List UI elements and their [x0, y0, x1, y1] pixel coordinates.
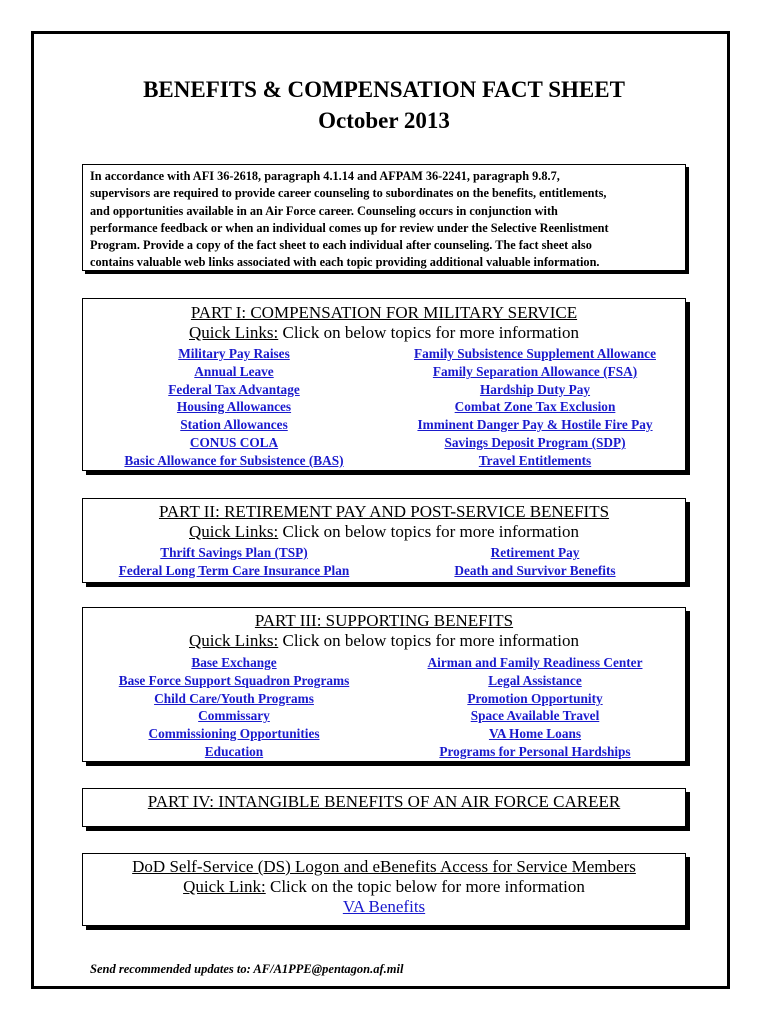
intro-box [82, 164, 686, 271]
link-travel-entitlements[interactable]: Travel Entitlements [478, 452, 592, 468]
dod-heading: DoD Self-Service (DS) Logon and eBenefits Access for Service Members [132, 857, 636, 876]
link-federal-tax-advantage[interactable]: Federal Tax Advantage [168, 381, 300, 397]
link-housing-allowances[interactable]: Housing Allowances [176, 399, 292, 415]
link-retirement-pay[interactable]: Retirement Pay [490, 545, 580, 560]
link-personal-hardships[interactable]: Programs for Personal Hardships [439, 744, 631, 759]
link-imminent-danger-pay[interactable]: Imminent Danger Pay & Hostile Fire Pay [417, 417, 653, 433]
link-education[interactable]: Education [204, 744, 264, 759]
part1-heading: PART I: COMPENSATION FOR MILITARY SERVICE [190, 303, 578, 322]
link-commissary[interactable]: Commissary [198, 708, 270, 724]
link-family-subsistence-supplement[interactable]: Family Subsistence Supplement Allowance [414, 346, 656, 361]
link-family-separation-allowance[interactable]: Family Separation Allowance (FSA) [432, 363, 638, 379]
part2-heading: PART II: RETIREMENT PAY AND POST-SERVICE BENEFITS [158, 502, 610, 521]
link-station-allowances[interactable]: Station Allowances [180, 417, 288, 433]
dod-link-row [83, 897, 685, 917]
link-base-exchange[interactable]: Base Exchange [191, 655, 277, 670]
link-va-benefits[interactable]: VA Benefits [342, 897, 426, 916]
link-va-home-loans[interactable]: VA Home Loans [488, 726, 582, 742]
link-annual-leave[interactable]: Annual Leave [194, 363, 274, 379]
dod-quick-link: Quick Link: Click on the topic below for more information [183, 877, 585, 896]
dod-section [82, 853, 686, 926]
link-conus-cola[interactable]: CONUS COLA [189, 435, 279, 450]
intro-line: performance feedback or when an individual comes up for review under the Selective Reenlistment [90, 220, 609, 235]
link-combat-zone-tax-exclusion[interactable]: Combat Zone Tax Exclusion [454, 399, 616, 415]
link-bas[interactable]: Basic Allowance for Subsistence (BAS) [124, 452, 344, 468]
intro-line: Program. Provide a copy of the fact sheet to each individual after counseling. The fact sheet also [90, 238, 592, 253]
link-commissioning-opportunities[interactable]: Commissioning Opportunities [148, 726, 320, 742]
link-child-care-youth[interactable]: Child Care/Youth Programs [154, 690, 314, 706]
link-savings-deposit-program[interactable]: Savings Deposit Program (SDP) [444, 435, 626, 450]
part3-heading: PART III: SUPPORTING BENEFITS [254, 611, 514, 630]
link-legal-assistance[interactable]: Legal Assistance [488, 672, 582, 688]
footer-note: Send recommended updates to: AF/A1PPE@pentagon.af.mil [90, 962, 404, 976]
part4-heading: PART IV: INTANGIBLE BENEFITS OF AN AIR FORCE CAREER [147, 792, 621, 811]
part4-section [82, 788, 686, 827]
link-force-support-squadron[interactable]: Base Force Support Squadron Programs [118, 672, 350, 688]
link-death-survivor-benefits[interactable]: Death and Survivor Benefits [454, 562, 616, 578]
link-thrift-savings-plan[interactable]: Thrift Savings Plan (TSP) [160, 545, 308, 560]
document-title: BENEFITS & COMPENSATION FACT SHEET [143, 77, 625, 102]
part3-quick-links: Quick Links: Click on below topics for more information [189, 631, 579, 650]
link-space-available-travel[interactable]: Space Available Travel [470, 708, 600, 724]
link-military-pay-raises[interactable]: Military Pay Raises [178, 346, 290, 361]
part1-quick-links: Quick Links: Click on below topics for more information [189, 323, 579, 342]
intro-line: and opportunities available in an Air Force career. Counseling occurs in conjunction with [90, 203, 558, 218]
intro-line: supervisors are required to provide career counseling to subordinates on the benefits, entitlements, [90, 186, 607, 201]
intro-line: contains valuable web links associated with each topic providing additional valuable information. [90, 255, 600, 270]
link-long-term-care-insurance[interactable]: Federal Long Term Care Insurance Plan [118, 562, 350, 578]
link-hardship-duty-pay[interactable]: Hardship Duty Pay [479, 381, 591, 397]
intro-line: In accordance with AFI 36-2618, paragraph 4.1.14 and AFPAM 36-2241, paragraph 9.8.7, [90, 169, 560, 183]
document-date: October 2013 [318, 108, 450, 133]
part3-section [82, 607, 686, 762]
part2-section [82, 498, 686, 583]
link-airman-family-readiness[interactable]: Airman and Family Readiness Center [427, 655, 643, 670]
part2-quick-links: Quick Links: Click on below topics for more information [189, 522, 579, 541]
part1-section [82, 298, 686, 471]
link-promotion-opportunity[interactable]: Promotion Opportunity [467, 690, 603, 706]
